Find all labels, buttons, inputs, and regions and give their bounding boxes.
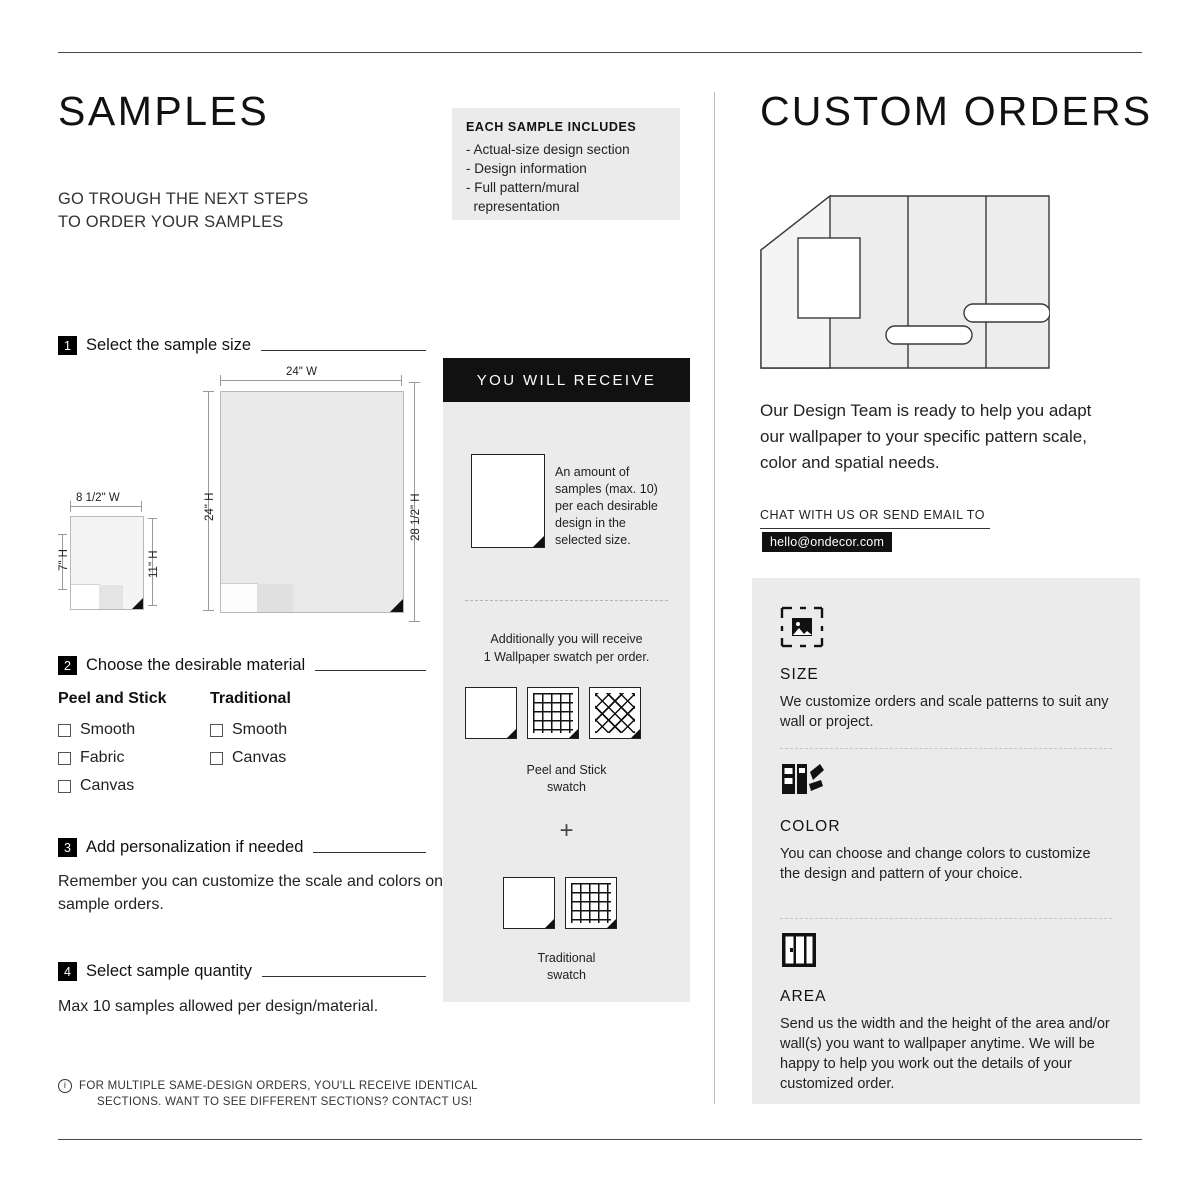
dim-cap [70, 501, 71, 512]
feature-separator [780, 918, 1112, 919]
custom-orders-body: Our Design Team is ready to help you adapt our wallpaper to your specific pattern scale, color and spatial needs. [760, 401, 1092, 472]
step-1-number: 1 [58, 336, 77, 355]
checkbox-box-icon[interactable] [210, 752, 223, 765]
dim-cap [203, 610, 214, 611]
additional-swatch-text [443, 630, 690, 666]
includes-list [466, 140, 666, 216]
samples-subtitle-line2: TO ORDER YOUR SAMPLES [58, 213, 284, 231]
includes-item: - Full pattern/mural [466, 180, 580, 195]
dim-big-height-inner: 24" H [204, 492, 216, 521]
you-will-receive-header: YOU WILL RECEIVE [443, 358, 690, 402]
step-2-rule [315, 670, 426, 671]
dim-small-height-outer: 11" H [148, 550, 160, 578]
peel-and-stick-swatch-row [465, 687, 641, 739]
material-group-traditional [210, 690, 291, 777]
additional-line2: 1 Wallpaper swatch per order. [483, 650, 650, 664]
corner-fold-icon [607, 919, 616, 928]
checkbox-label: Smooth [80, 721, 136, 738]
feature-separator [780, 748, 1112, 749]
includes-title: EACH SAMPLE INCLUDES [466, 120, 637, 134]
samples-subtitle [58, 188, 309, 234]
step-3-text: Remember you can customize the scale and colors on sample orders. [58, 873, 444, 913]
step-1-rule [261, 350, 426, 351]
email-link[interactable]: hello@ondecor.com [762, 532, 892, 552]
checkbox-label: Canvas [80, 777, 135, 794]
sample-sheet-8point5in [70, 516, 144, 610]
grid-pattern-icon [533, 693, 573, 733]
material-group-peel-and-stick [58, 690, 167, 805]
dim-small-height-inner: 7" H [58, 549, 70, 571]
dim-cap [58, 534, 67, 535]
feature-color [780, 818, 1112, 884]
corner-fold-icon [507, 729, 516, 738]
step-4-label: Select sample quantity [86, 962, 253, 980]
swatch-traditional-smooth [503, 877, 555, 929]
dim-cap [148, 518, 157, 519]
caption-line2: swatch [547, 780, 586, 794]
step-4-rule [262, 976, 426, 977]
material-group-title: Peel and Stick [58, 690, 167, 707]
dim-big-height-outer: 28 1/2" H [410, 493, 422, 541]
step-3-rule [313, 852, 426, 853]
caption-line1: Traditional [537, 951, 596, 965]
footnote [58, 1078, 478, 1110]
step-1-header [58, 336, 426, 355]
checkbox-peel-smooth[interactable] [58, 721, 167, 739]
feature-text: We customize orders and scale patterns to suit any wall or project. [780, 694, 1109, 730]
bottom-rule [58, 1139, 1142, 1140]
info-icon: i [58, 1079, 72, 1093]
feature-title: SIZE [780, 666, 819, 683]
corner-fold-icon [545, 919, 554, 928]
checkbox-peel-fabric[interactable] [58, 749, 167, 767]
crosshatch-pattern-icon [595, 693, 635, 733]
checkbox-peel-canvas[interactable] [58, 777, 167, 795]
dim-line-top [220, 380, 402, 381]
step-3-header [58, 838, 426, 857]
step-2-label: Choose the desirable material [86, 656, 306, 674]
feature-text: You can choose and change colors to customize the design and pattern of your choice. [780, 846, 1091, 882]
chat-label: CHAT WITH US OR SEND EMAIL TO [760, 508, 985, 522]
caption-line1: Peel and Stick [526, 763, 607, 777]
dim-cap [220, 375, 221, 386]
feature-title: COLOR [780, 818, 841, 835]
step-4-header [58, 962, 426, 981]
swatch-fabric [527, 687, 579, 739]
area-panels-icon [780, 930, 820, 975]
footnote-line2: SECTIONS. WANT TO SEE DIFFERENT SECTIONS? CONTACT US! [97, 1096, 473, 1108]
dim-big-width: 24" W [286, 366, 317, 378]
column-divider [714, 92, 715, 1104]
sample-amount-text: An amount of samples (max. 10) per each desirable design in the selected size. [555, 465, 658, 547]
each-sample-includes-box [452, 108, 680, 220]
step-2-header [58, 656, 426, 675]
feature-text: Send us the width and the height of the area and/or wall(s) you want to wallpaper anytime. We will be happy to help you work out the details of your customized order. [780, 1016, 1110, 1092]
corner-fold-icon [390, 599, 403, 612]
includes-item: - Design information [466, 161, 587, 176]
checkbox-box-icon[interactable] [58, 780, 71, 793]
dim-cap [148, 605, 157, 606]
corner-fold-icon [132, 598, 143, 609]
swatch-smooth [465, 687, 517, 739]
sheet-mid-block [257, 584, 293, 612]
sheet-light-block [221, 583, 258, 612]
step-2-number: 2 [58, 656, 77, 675]
dim-cap [409, 382, 420, 383]
material-group-title: Traditional [210, 690, 291, 707]
page-title-custom-orders: CUSTOM ORDERS [760, 88, 1153, 134]
step-1-label: Select the sample size [86, 336, 252, 354]
dim-cap [409, 621, 420, 622]
peel-and-stick-swatch-caption [443, 762, 690, 796]
dim-cap [203, 391, 214, 392]
traditional-swatch-row [503, 877, 617, 929]
image-frame-icon [780, 606, 824, 653]
includes-item: representation [466, 199, 560, 214]
checkbox-label: Fabric [80, 749, 125, 766]
dim-line-top-small [70, 506, 142, 507]
step-4-text: Max 10 samples allowed per design/material. [58, 998, 379, 1015]
corner-fold-icon [533, 536, 544, 547]
corner-fold-icon [631, 729, 640, 738]
swatch-traditional-canvas [565, 877, 617, 929]
step-3-label: Add personalization if needed [86, 838, 304, 856]
feature-size [780, 666, 1112, 732]
corner-fold-icon [569, 729, 578, 738]
dim-cap [401, 375, 402, 386]
sample-sheet-24in [220, 391, 404, 613]
feature-area [780, 988, 1112, 1094]
panel-separator [465, 600, 668, 601]
traditional-swatch-caption [443, 950, 690, 984]
checkbox-label: Canvas [232, 749, 287, 766]
checkbox-traditional-canvas[interactable] [210, 749, 291, 767]
sheet-light-block [71, 584, 100, 609]
dim-cap [141, 501, 142, 512]
page-title-samples: SAMPLES [58, 88, 270, 134]
footnote-line1: FOR MULTIPLE SAME-DESIGN ORDERS, YOU'LL RECEIVE IDENTICAL [79, 1080, 478, 1092]
dim-small-width: 8 1/2" W [76, 492, 120, 504]
footnote-text [79, 1078, 478, 1110]
checkbox-box-icon[interactable] [210, 724, 223, 737]
swatch-canvas [589, 687, 641, 739]
feature-title: AREA [780, 988, 827, 1005]
additional-line1: Additionally you will receive [490, 632, 643, 646]
checkbox-traditional-smooth[interactable] [210, 721, 291, 739]
room-illustration [760, 190, 1050, 385]
checkbox-box-icon[interactable] [58, 752, 71, 765]
sheet-mid-block [99, 585, 123, 609]
chat-underline [760, 528, 990, 529]
sample-size-diagram [58, 366, 438, 626]
color-palette-icon [780, 760, 824, 805]
dim-cap [58, 589, 67, 590]
grid-pattern-icon [571, 883, 611, 923]
step-4-number: 4 [58, 962, 77, 981]
you-will-receive-panel [443, 402, 690, 1002]
top-rule [58, 52, 1142, 53]
caption-line2: swatch [547, 968, 586, 982]
step-3-number: 3 [58, 838, 77, 857]
samples-subtitle-line1: GO TROUGH THE NEXT STEPS [58, 190, 309, 208]
checkbox-box-icon[interactable] [58, 724, 71, 737]
includes-item: - Actual-size design section [466, 142, 630, 157]
sample-sheet-preview [471, 454, 545, 548]
features-panel [752, 578, 1140, 1104]
plus-icon: + [559, 817, 574, 844]
checkbox-label: Smooth [232, 721, 288, 738]
